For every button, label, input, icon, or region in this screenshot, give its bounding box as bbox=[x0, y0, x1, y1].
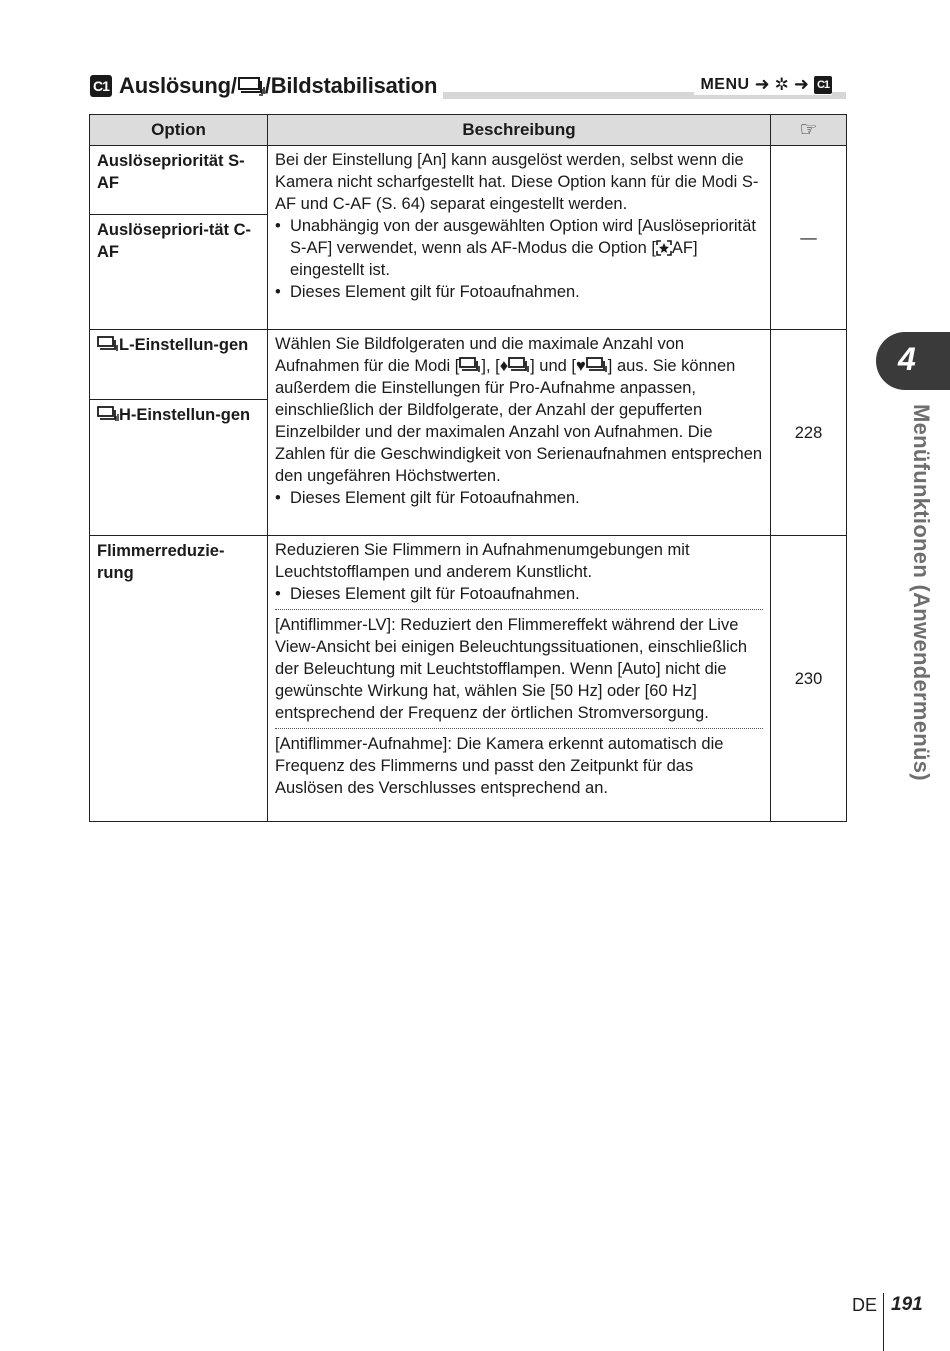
option-l-settings: L-Einstellun-gen bbox=[90, 330, 268, 400]
chapter-number: 4 bbox=[898, 341, 916, 377]
sequential-shooting-icon bbox=[459, 356, 481, 374]
option-h-settings: H-Einstellun-gen bbox=[90, 400, 268, 536]
bullet-item: • Dieses Element gilt für Fotoaufnahmen. bbox=[275, 585, 580, 603]
silent-sequential-icon bbox=[508, 356, 530, 374]
description-cell bbox=[268, 146, 771, 330]
antiflicker-lv-text: [Antiflimmer-LV]: Reduziert den Flimmereffekt während der Live View-Ansicht bei einigen Beleuchtungssituationen, einschließlich der Beleuchtung mit Leuchtstofflampen. Wenn [Auto] nicht die gewünschte Wirkung hat, wählen Sie [50 Hz] oder [60 Hz] entsprechend der Frequenz der örtlichen Stromversorgung. bbox=[275, 616, 748, 722]
page-reference-icon: ☞ bbox=[799, 118, 818, 141]
gear-icon: ✲ bbox=[774, 74, 789, 94]
dotted-divider bbox=[275, 609, 763, 610]
language-code: DE bbox=[852, 1295, 878, 1315]
page-reference: 228 bbox=[771, 330, 847, 536]
bullet-item: • Dieses Element gilt für Fotoaufnahmen. bbox=[275, 489, 580, 507]
bullet-item: • Dieses Element gilt für Fotoaufnahmen. bbox=[275, 283, 580, 301]
page-reference: 230 bbox=[771, 536, 847, 822]
sequential-low-icon bbox=[97, 335, 119, 353]
silent-sequential-icon bbox=[586, 356, 608, 374]
arrow-right-icon: ➜ bbox=[754, 74, 770, 94]
table-header-row bbox=[90, 115, 847, 146]
description-text: Wählen Sie Bildfolgeraten und die maximale Anzahl von Aufnahmen für die Modi [ ], [♦ ] und [♥ ] aus. Sie können außerdem die Einstellungen für Pro-Aufnahme anpassen, einschließlich der Bildfolgerate, der Anzahl der gepufferten Einzelbilder und der maximalen Anzahl von Aufnahmen. Die Zahlen für die Geschwindigkeit von Serienaufnahmen entsprechen den ungefähren Höchstwerten. bbox=[275, 335, 763, 485]
arrow-right-icon: ➜ bbox=[793, 74, 809, 94]
antiflicker-shooting-text: [Antiflimmer-Aufnahme]: Die Kamera erkennt automatisch die Frequenz des Flimmerns und passt den Zeitpunkt für das Auslösen des Verschlusses entsprechend an. bbox=[275, 735, 724, 797]
page-number: 191 bbox=[891, 1294, 923, 1315]
footer-divider bbox=[883, 1293, 884, 1351]
option-release-priority-c-af: Auslösepriori-tät C-AF bbox=[90, 215, 268, 330]
col-header-description: Beschreibung bbox=[268, 115, 771, 146]
menu-path bbox=[694, 74, 832, 95]
menu-label: MENU bbox=[700, 75, 750, 93]
bullet-item: • Unabhängig von der ausgewählten Option wird [Auslösepriorität S-AF] verwendet, wenn als AF-Modus die Option [ AF] eingestellt ist. bbox=[275, 217, 756, 279]
table-row bbox=[90, 536, 847, 822]
option-flicker-reduction: Flimmerreduzie-rung bbox=[90, 536, 268, 822]
option-release-priority-s-af: Auslösepriorität S-AF bbox=[90, 146, 268, 215]
description-cell bbox=[268, 330, 771, 536]
col-header-option: Option bbox=[90, 115, 268, 146]
settings-table bbox=[89, 114, 847, 822]
title-prefix: Auslösung/ bbox=[119, 73, 237, 98]
custom-menu-c1-icon: C1 bbox=[90, 75, 112, 97]
section-title bbox=[90, 73, 443, 99]
col-header-reference bbox=[771, 115, 847, 146]
face-priority-af-icon bbox=[656, 240, 672, 256]
section-header bbox=[90, 72, 846, 102]
title-suffix: /Bildstabilisation bbox=[264, 73, 438, 98]
table-row bbox=[90, 330, 847, 400]
page-reference: — bbox=[771, 146, 847, 330]
table-row bbox=[90, 146, 847, 215]
description-cell bbox=[268, 536, 771, 822]
chapter-title: Menüfunktionen (Anwendermenüs) bbox=[909, 404, 934, 781]
chapter-title-vertical bbox=[904, 404, 934, 804]
description-text: Bei der Einstellung [An] kann ausgelöst werden, selbst wenn die Kamera nicht scharfgestellt hat. Diese Option kann für die Modi S-AF und C-AF (S. 64) separat eingestellt werden. bbox=[275, 151, 759, 213]
sequential-high-icon bbox=[97, 405, 119, 423]
sequential-shooting-icon bbox=[237, 75, 265, 97]
description-text: Reduzieren Sie Flimmern in Aufnahmenumgebungen mit Leuchtstofflampen und anderem Kunstlicht. bbox=[275, 541, 690, 581]
custom-menu-c1-icon: C1 bbox=[814, 76, 832, 94]
dotted-divider bbox=[275, 728, 763, 729]
